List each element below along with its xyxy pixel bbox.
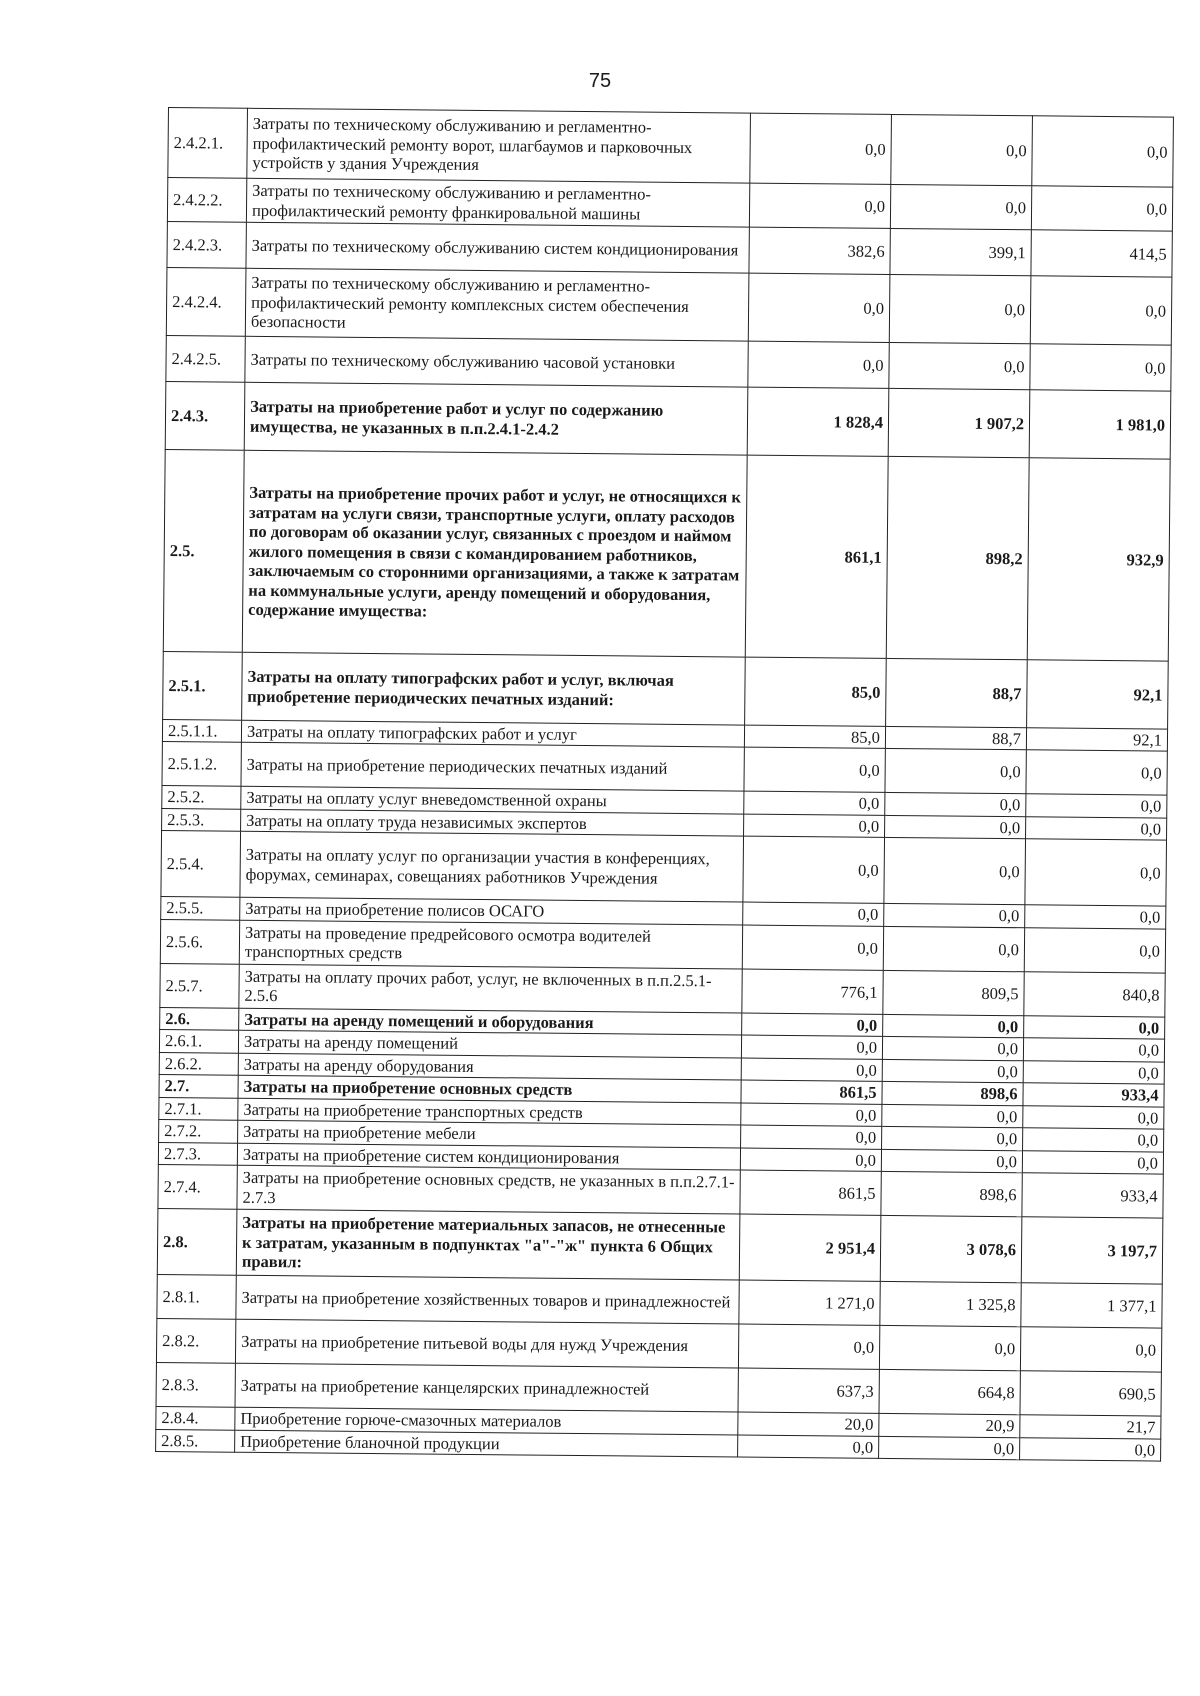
row-value-year-3: 0,0: [1023, 1128, 1164, 1152]
row-name: Затраты на приобретение прочих работ и услуг, не относящихся к затратам на услуги связи, транспортные услуги, оплату расходов по договорам об оказании услуг, связанных с проездом и наймом жилого помещения в связи с командированием работников, заключаемым со сторонними организациями, а также к затратам на коммунальные услуги, аренду помещений и оборудования, содержание имущества:: [242, 450, 747, 657]
row-value-year-2: 0,0: [879, 1436, 1020, 1460]
row-code: 2.8.5.: [156, 1429, 235, 1452]
budget-table: [155, 107, 1174, 1462]
row-value-year-3: 0,0: [1032, 116, 1174, 187]
row-value-year-2: 0,0: [885, 793, 1026, 817]
row-value-year-3: 0,0: [1020, 1327, 1161, 1372]
row-name: Затраты на приобретение материальных запасов, не отнесенные к затратам, указанным в подпунктах "а"-"ж" пункта 6 Общих правил:: [236, 1209, 740, 1280]
row-value-year-3: 933,4: [1023, 1083, 1164, 1107]
row-code: 2.5.6.: [160, 919, 239, 964]
row-code: 2.5.1.1.: [162, 719, 241, 742]
row-value-year-2: 1 907,2: [888, 388, 1030, 457]
row-value-year-2: 3 078,6: [880, 1216, 1022, 1283]
row-name: Затраты на аренду помещений и оборудования: [239, 1008, 742, 1035]
row-value-year-1: 0,0: [744, 748, 885, 793]
row-value-year-3: 0,0: [1030, 344, 1171, 391]
row-value-year-1: 20,0: [738, 1412, 879, 1436]
row-value-year-1: 0,0: [748, 341, 889, 388]
row-value-year-1: 2 951,4: [739, 1214, 881, 1281]
row-value-year-3: 0,0: [1031, 186, 1172, 231]
row-name: Затраты на приобретение работ и услуг по содержанию имущества, не указанных в п.п.2.4.1-2.4.2: [244, 382, 748, 455]
row-name: Затраты на приобретение транспортных средств: [238, 1098, 741, 1125]
row-name: Затраты по техническому обслуживанию и регламентно-профилактический ремонту франкировальной машины: [246, 178, 749, 227]
row-code: 2.8.3.: [156, 1363, 235, 1408]
row-name: Затраты на оплату услуг вневедомственной охраны: [241, 787, 744, 814]
row-value-year-1: 0,0: [741, 1035, 882, 1059]
row-code: 2.7.4.: [158, 1165, 237, 1210]
row-value-year-2: 399,1: [890, 228, 1031, 275]
row-name: Затраты на приобретение основных средств: [238, 1075, 741, 1102]
row-value-year-3: 1 377,1: [1021, 1283, 1162, 1328]
row-value-year-3: 0,0: [1024, 928, 1165, 973]
row-value-year-3: 0,0: [1026, 794, 1167, 818]
row-code: 2.5.1.2.: [162, 742, 241, 787]
row-name: Затраты по техническому обслуживанию и регламентно-профилактический ремонту комплексных систем обеспечения безопасности: [245, 268, 749, 341]
row-code: 2.4.2.4.: [166, 267, 246, 336]
row-value-year-2: 0,0: [889, 342, 1030, 389]
row-code: 2.5.7.: [160, 963, 239, 1008]
table-row: [163, 651, 1169, 729]
row-code: 2.4.2.3.: [167, 221, 246, 268]
row-value-year-1: 861,1: [745, 455, 888, 658]
row-code: 2.6.2.: [159, 1052, 238, 1075]
row-code: 2.7.: [159, 1075, 238, 1098]
row-name: Затраты по техническому обслуживанию систем кондиционирования: [246, 222, 749, 273]
row-code: 2.8.1.: [157, 1275, 236, 1320]
row-value-year-2: 0,0: [889, 274, 1031, 343]
row-value-year-2: 809,5: [883, 970, 1024, 1015]
row-value-year-3: 0,0: [1025, 839, 1167, 906]
row-value-year-1: 0,0: [742, 925, 883, 970]
row-code: 2.5.5.: [161, 897, 240, 920]
row-value-year-3: 1 981,0: [1029, 390, 1171, 459]
row-value-year-1: 0,0: [744, 792, 885, 816]
row-value-year-3: 92,1: [1026, 728, 1167, 752]
row-value-year-3: 0,0: [1023, 1038, 1164, 1062]
row-value-year-1: 776,1: [742, 969, 883, 1014]
row-name: Затраты на проведение предрейсового осмотра водителей транспортных средств: [239, 920, 742, 969]
row-value-year-3: 0,0: [1020, 1437, 1161, 1461]
row-value-year-1: 0,0: [749, 183, 890, 228]
row-value-year-3: 92,1: [1027, 660, 1169, 729]
row-value-year-2: 0,0: [890, 184, 1031, 229]
row-value-year-2: 88,7: [885, 726, 1026, 750]
row-code: 2.4.2.1.: [168, 108, 248, 179]
row-code: 2.5.1.: [163, 651, 243, 720]
row-value-year-3: 0,0: [1030, 276, 1172, 345]
row-code: 2.5.: [163, 449, 244, 652]
row-code: 2.4.2.2.: [167, 178, 246, 223]
row-name: Затраты на приобретение канцелярских принадлежностей: [235, 1363, 738, 1412]
row-code: 2.7.1.: [159, 1097, 238, 1120]
row-value-year-2: 898,6: [881, 1172, 1022, 1217]
row-value-year-1: 0,0: [740, 1148, 881, 1172]
row-value-year-1: 0,0: [741, 1058, 882, 1082]
row-name: Затраты на приобретение систем кондиционирования: [237, 1143, 740, 1170]
row-value-year-2: 0,0: [881, 1149, 1022, 1173]
row-value-year-3: 932,9: [1027, 458, 1170, 661]
row-name: Затраты на приобретение мебели: [238, 1120, 741, 1147]
row-name: Затраты на оплату типографских работ и услуг: [241, 720, 744, 747]
row-value-year-2: 0,0: [891, 114, 1033, 185]
row-value-year-1: 0,0: [741, 1125, 882, 1149]
row-code: 2.4.2.5.: [166, 335, 245, 382]
row-value-year-3: 0,0: [1022, 1150, 1163, 1174]
row-code: 2.6.: [160, 1007, 239, 1030]
row-code: 2.5.3.: [162, 808, 241, 831]
row-name: Затраты на приобретение основных средств, не указанных в п.п.2.7.1-2.7.3: [237, 1165, 740, 1214]
row-value-year-3: 933,4: [1022, 1173, 1163, 1218]
row-name: Затраты на приобретение периодических печатных изданий: [241, 743, 744, 792]
row-name: Затраты на аренду оборудования: [238, 1053, 741, 1080]
row-value-year-1: 0,0: [743, 836, 885, 903]
row-value-year-1: 1 828,4: [747, 387, 889, 456]
row-value-year-2: 0,0: [882, 1037, 1023, 1061]
row-code: 2.8.: [157, 1209, 237, 1276]
row-code: 2.8.4.: [156, 1407, 235, 1430]
row-code: 2.7.3.: [158, 1142, 237, 1165]
row-value-year-2: 898,2: [886, 456, 1029, 659]
row-value-year-3: 0,0: [1023, 1106, 1164, 1130]
row-code: 2.6.1.: [159, 1030, 238, 1053]
row-value-year-1: 637,3: [738, 1368, 879, 1413]
row-value-year-1: 0,0: [750, 113, 892, 184]
row-value-year-3: 0,0: [1024, 1016, 1165, 1040]
row-name: Затраты на оплату услуг по организации участия в конференциях, форумах, семинарах, совещаниях работников Учреждения: [240, 832, 744, 903]
row-value-year-2: 0,0: [882, 1059, 1023, 1083]
row-value-year-1: 85,0: [744, 725, 885, 749]
row-name: Затраты по техническому обслуживанию и регламентно-профилактический ремонту ворот, шлагбаумов и парковочных устройств у здания Учреждения: [247, 108, 751, 183]
row-value-year-1: 0,0: [741, 1103, 882, 1127]
row-value-year-1: 0,0: [742, 1013, 883, 1037]
row-value-year-1: 382,6: [749, 227, 890, 274]
row-name: Затраты на оплату прочих работ, услуг, не включенных в п.п.2.5.1-2.5.6: [239, 964, 742, 1013]
table-row: [166, 267, 1172, 345]
row-value-year-1: 85,0: [745, 657, 887, 726]
row-value-year-2: 0,0: [883, 1014, 1024, 1038]
row-value-year-1: 0,0: [738, 1435, 879, 1459]
row-name: Затраты на приобретение полисов ОСАГО: [240, 898, 743, 925]
row-value-year-3: 21,7: [1020, 1415, 1161, 1439]
row-code: 2.5.2.: [162, 786, 241, 809]
row-value-year-2: 1 325,8: [880, 1282, 1021, 1327]
row-value-year-3: 0,0: [1025, 905, 1166, 929]
row-value-year-2: 0,0: [885, 815, 1026, 839]
row-value-year-1: 861,5: [740, 1170, 881, 1215]
row-value-year-2: 0,0: [884, 838, 1026, 905]
row-value-year-3: 0,0: [1026, 750, 1167, 795]
row-value-year-1: 0,0: [748, 273, 890, 342]
row-value-year-1: 0,0: [743, 902, 884, 926]
row-name: Затраты на приобретение питьевой воды для нужд Учреждения: [235, 1319, 738, 1368]
row-value-year-3: 3 197,7: [1021, 1217, 1163, 1284]
table-row: [163, 449, 1170, 661]
row-value-year-1: 1 271,0: [739, 1280, 880, 1325]
row-value-year-3: 0,0: [1026, 817, 1167, 841]
table-row: [161, 831, 1167, 907]
row-value-year-3: 0,0: [1023, 1061, 1164, 1085]
table-row: [157, 1209, 1163, 1285]
page-number: 75: [588, 70, 612, 92]
row-value-year-1: 0,0: [744, 814, 885, 838]
row-value-year-2: 88,7: [886, 658, 1028, 727]
row-value-year-2: 0,0: [884, 904, 1025, 928]
row-code: 2.7.2.: [159, 1120, 238, 1143]
row-value-year-2: 0,0: [882, 1127, 1023, 1151]
row-name: Затраты на оплату труда независимых экспертов: [241, 809, 744, 836]
row-value-year-2: 0,0: [883, 926, 1024, 971]
row-value-year-3: 690,5: [1020, 1371, 1161, 1416]
row-value-year-2: 20,9: [879, 1414, 1020, 1438]
row-value-year-3: 414,5: [1031, 230, 1172, 277]
table-row: [168, 108, 1174, 188]
budget-table-sheet: [155, 107, 1168, 1461]
row-name: Приобретение бланочной продукции: [235, 1430, 738, 1457]
row-value-year-2: 0,0: [882, 1104, 1023, 1128]
row-value-year-2: 898,6: [882, 1082, 1023, 1106]
row-code: 2.4.3.: [165, 381, 245, 450]
row-value-year-1: 861,5: [741, 1080, 882, 1104]
row-value-year-2: 0,0: [879, 1326, 1020, 1371]
row-code: 2.8.2.: [156, 1319, 235, 1364]
row-value-year-2: 664,8: [879, 1370, 1020, 1415]
budget-table-body: [156, 108, 1174, 1462]
row-name: Затраты по техническому обслуживанию часовой установки: [245, 336, 748, 387]
row-name: Приобретение горюче-смазочных материалов: [235, 1407, 738, 1434]
row-value-year-3: 840,8: [1024, 972, 1165, 1017]
row-name: Затраты на приобретение хозяйственных товаров и принадлежностей: [236, 1275, 739, 1324]
row-value-year-2: 0,0: [885, 749, 1026, 794]
row-name: Затраты на аренду помещений: [238, 1031, 741, 1058]
row-value-year-1: 0,0: [738, 1324, 879, 1369]
row-code: 2.5.4.: [161, 831, 241, 898]
row-name: Затраты на оплату типографских работ и услуг, включая приобретение периодических печатных изданий:: [242, 652, 746, 725]
table-row: [165, 381, 1171, 459]
